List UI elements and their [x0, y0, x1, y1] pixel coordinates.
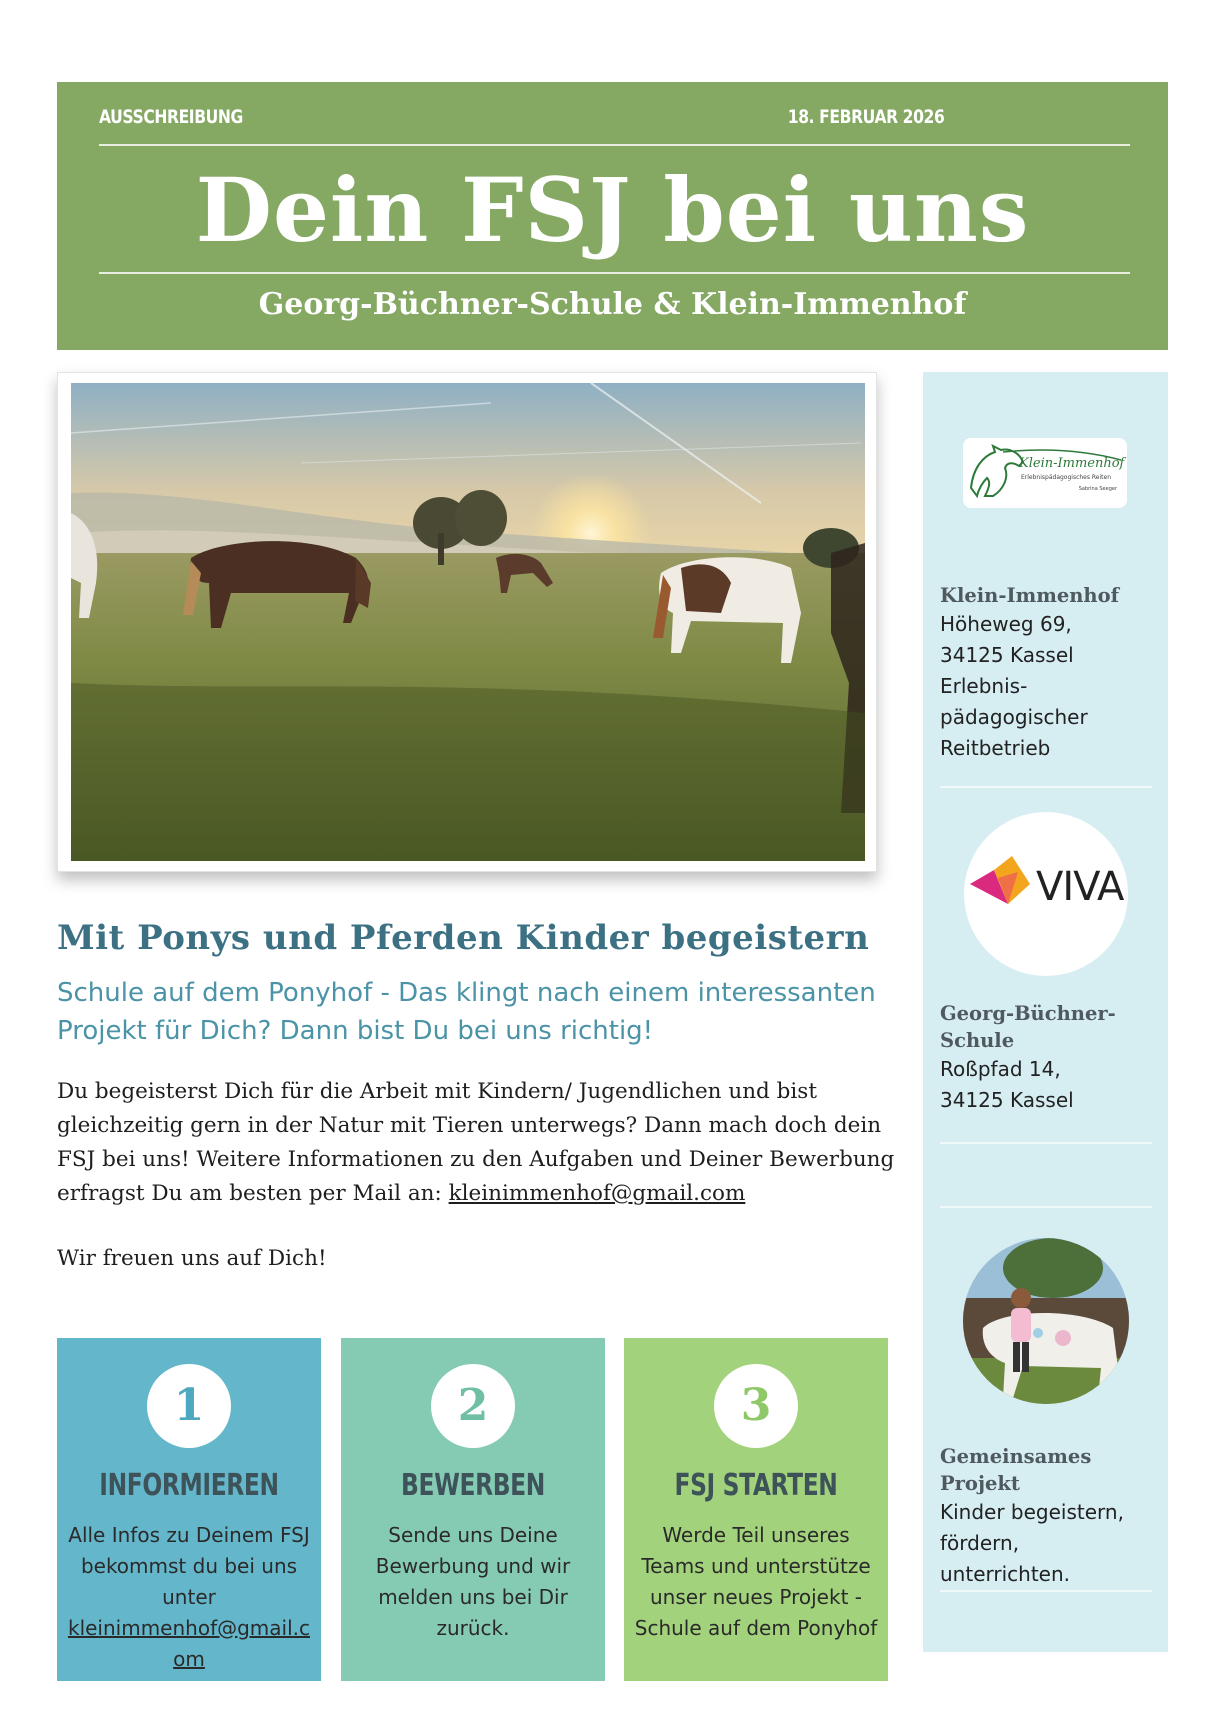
address-line: Höheweg 69,: [940, 612, 1072, 636]
step-text: Werde Teil unseres Teams und unterstütze unser neues Projekt - Schule auf dem Ponyhof: [634, 1523, 878, 1640]
step-label: INFORMIEREN: [99, 1468, 279, 1503]
step-number: 1: [147, 1364, 231, 1448]
step-fsj-starten: [624, 1338, 888, 1681]
divider: [940, 1142, 1152, 1144]
article-heading: Mit Ponys und Pferden Kinder begeistern: [57, 918, 870, 958]
sidebar: [923, 372, 1168, 1652]
viva-logo: [964, 812, 1128, 976]
description-line: unterrichten.: [940, 1562, 1070, 1586]
section-title: Gemeinsames Projekt: [940, 1445, 1092, 1495]
klein-immenhof-info: [940, 582, 1155, 764]
kicker: AUSSCHREIBUNG: [99, 106, 243, 128]
description-line: fördern,: [940, 1531, 1020, 1555]
section-title: Klein-Immenhof: [940, 584, 1119, 607]
divider: [99, 272, 1130, 274]
step-label: FSJ STARTEN: [674, 1468, 838, 1503]
logo-owner: Sabrina Seeger: [1078, 486, 1117, 492]
section-title: Georg-Büchner-Schule: [940, 1002, 1116, 1052]
page-subtitle: Georg-Büchner-Schule & Klein-Immenhof: [258, 287, 967, 322]
article-body: [57, 1075, 897, 1211]
project-info: [940, 1443, 1155, 1590]
divider: [99, 144, 1130, 146]
description-line: Kinder begeistern,: [940, 1500, 1124, 1524]
address-line: 34125 Kassel: [940, 1088, 1074, 1112]
address-line: 34125 Kassel: [940, 643, 1074, 667]
klein-immenhof-logo: [963, 438, 1127, 508]
page-title: Dein FSJ bei uns: [195, 158, 1030, 262]
step-text: Sende uns Deine Bewerbung und wir melden uns bei Dir zurück.: [375, 1523, 571, 1640]
pony-photo-frame: [57, 372, 877, 872]
publication-date: 18. FEBRUAR 2026: [787, 106, 945, 128]
step-text: [67, 1520, 311, 1675]
pony-meadow-photo: [71, 383, 865, 861]
divider: [940, 786, 1152, 788]
step-email-link[interactable]: kleinimmenhof@gmail.com: [67, 1616, 311, 1671]
step-label: BEWERBEN: [401, 1468, 545, 1503]
banner-topline: [99, 104, 944, 130]
child-with-pony-photo: [963, 1238, 1129, 1404]
step-number: 2: [431, 1364, 515, 1448]
logo-brand: Klein-Immenhof: [1019, 456, 1125, 471]
step-informieren: [57, 1338, 321, 1681]
step-bewerben: [341, 1338, 605, 1681]
divider: [940, 1590, 1152, 1592]
description-line: pädagogischer: [940, 705, 1088, 729]
article-subheading: Schule auf dem Ponyhof - Das klingt nach einem interessanten Projekt für Dich? Dann bist Du bei uns richtig!: [57, 978, 876, 1046]
divider: [940, 1206, 1152, 1208]
header-banner: [57, 82, 1168, 350]
closing-line: Wir freuen uns auf Dich!: [57, 1246, 327, 1271]
email-link[interactable]: kleinimmenhof@gmail.com: [448, 1181, 746, 1206]
description-line: Reitbetrieb: [940, 736, 1051, 760]
step-text-body: Alle Infos zu Deinem FSJ bekommst du bei uns unter: [68, 1523, 310, 1609]
step-number: 3: [714, 1364, 798, 1448]
description-line: Erlebnis-: [940, 674, 1028, 698]
address-line: Roßpfad 14,: [940, 1057, 1061, 1081]
viva-wordmark: VIVA: [1036, 864, 1124, 910]
logo-tagline: Erlebnispädagogisches Reiten: [1021, 474, 1112, 481]
article-body-text: Du begeisterst Dich für die Arbeit mit Kindern/ Jugendlichen und bist gleichzeitig gern in der Natur mit Tieren unterwegs? Dann mach doch dein FSJ bei uns! Weitere Informationen zu den Aufgaben und Deiner Bewerbung erfragst Du am besten per Mail an:: [57, 1079, 895, 1206]
school-info: [940, 1000, 1155, 1116]
